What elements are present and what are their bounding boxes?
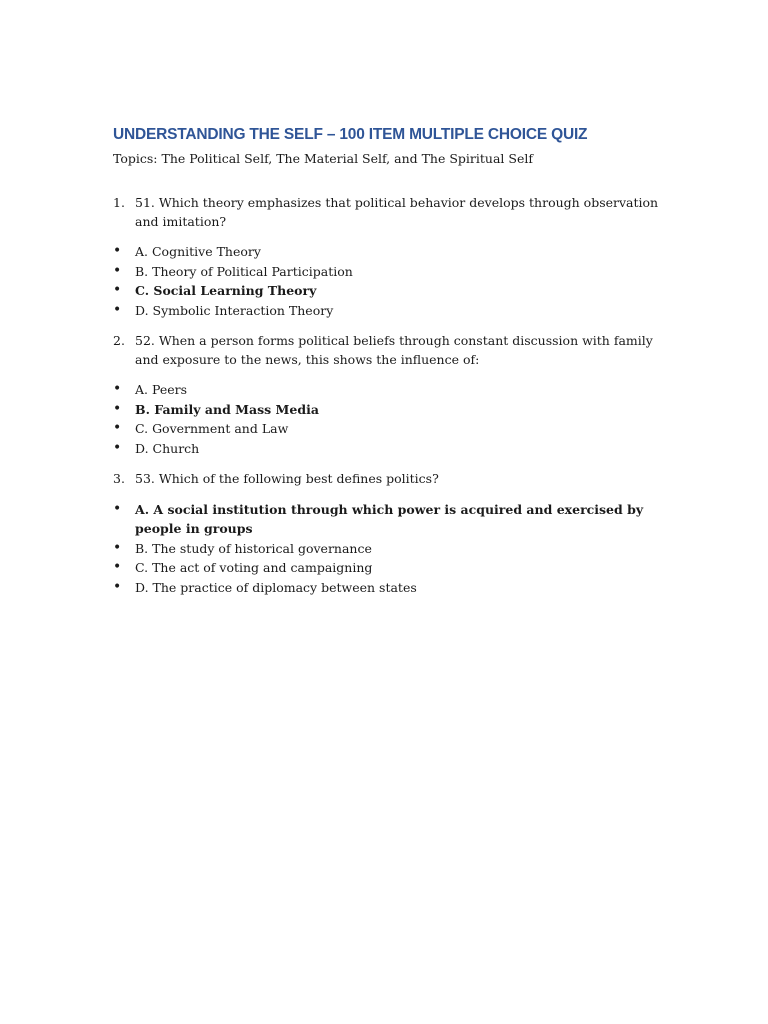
bullet-icon: • <box>113 301 122 318</box>
answer-option <box>113 439 673 459</box>
answer-option <box>113 242 673 262</box>
bullet-icon: • <box>113 420 122 436</box>
question-text: 53. Which of the following best defines politics? <box>135 471 439 486</box>
answer-option <box>113 558 673 578</box>
bullet-icon: • <box>113 243 122 259</box>
answer-option <box>113 262 673 282</box>
option-list <box>113 380 673 458</box>
correct-answer-option <box>113 400 673 420</box>
page-subtitle: Topics: The Political Self, The Material Self, and The Spiritual Self <box>113 151 533 166</box>
bullet-icon: • <box>113 578 122 595</box>
document-page <box>113 124 673 609</box>
option-text: A. Peers <box>135 382 188 397</box>
bullet-icon: • <box>113 282 122 298</box>
question-number: 1. <box>113 195 125 210</box>
option-text: D. The practice of diplomacy between states <box>135 579 417 595</box>
option-text: C. Social Learning Theory <box>135 283 317 298</box>
answer-option <box>113 578 673 598</box>
question-text: 52. When a person forms political beliefs through constant discussion with family and exposure to the news, this shows the influence of: <box>135 333 653 367</box>
option-text: A. Cognitive Theory <box>135 244 261 259</box>
bullet-icon: • <box>113 439 122 456</box>
option-text: B. The study of historical governance <box>135 540 372 556</box>
answer-option <box>113 301 673 321</box>
question-list <box>113 194 673 597</box>
question-block <box>113 332 673 458</box>
option-text: D. Church <box>135 440 200 456</box>
bullet-icon: • <box>113 500 122 517</box>
answer-option <box>113 419 673 439</box>
bullet-icon: • <box>113 559 122 575</box>
option-text: D. Symbolic Interaction Theory <box>135 302 334 318</box>
correct-answer-option <box>113 281 673 301</box>
bullet-icon: • <box>113 381 122 397</box>
page-title: UNDERSTANDING THE SELF – 100 ITEM MULTIPLE CHOICE QUIZ <box>113 126 588 143</box>
question-number: 2. <box>113 333 125 348</box>
question-row <box>113 194 673 231</box>
question-number: 3. <box>113 471 125 486</box>
answer-option <box>113 539 673 559</box>
question-block <box>113 470 673 597</box>
question-row <box>113 332 673 369</box>
question-block <box>113 194 673 320</box>
option-text: B. Family and Mass Media <box>135 401 319 417</box>
bullet-icon: • <box>113 539 122 556</box>
bullet-icon: • <box>113 400 122 417</box>
option-list <box>113 242 673 320</box>
option-text: C. The act of voting and campaigning <box>135 560 373 575</box>
answer-option <box>113 380 673 400</box>
option-list <box>113 500 673 598</box>
option-text: C. Government and Law <box>135 421 289 436</box>
bullet-icon: • <box>113 262 122 279</box>
question-text: 51. Which theory emphasizes that political behavior develops through observation and imitation? <box>135 195 659 229</box>
option-text: A. A social institution through which power is acquired and exercised by people in groups <box>135 501 644 536</box>
question-row <box>113 470 673 489</box>
correct-answer-option <box>113 500 673 539</box>
option-text: B. Theory of Political Participation <box>135 263 353 279</box>
